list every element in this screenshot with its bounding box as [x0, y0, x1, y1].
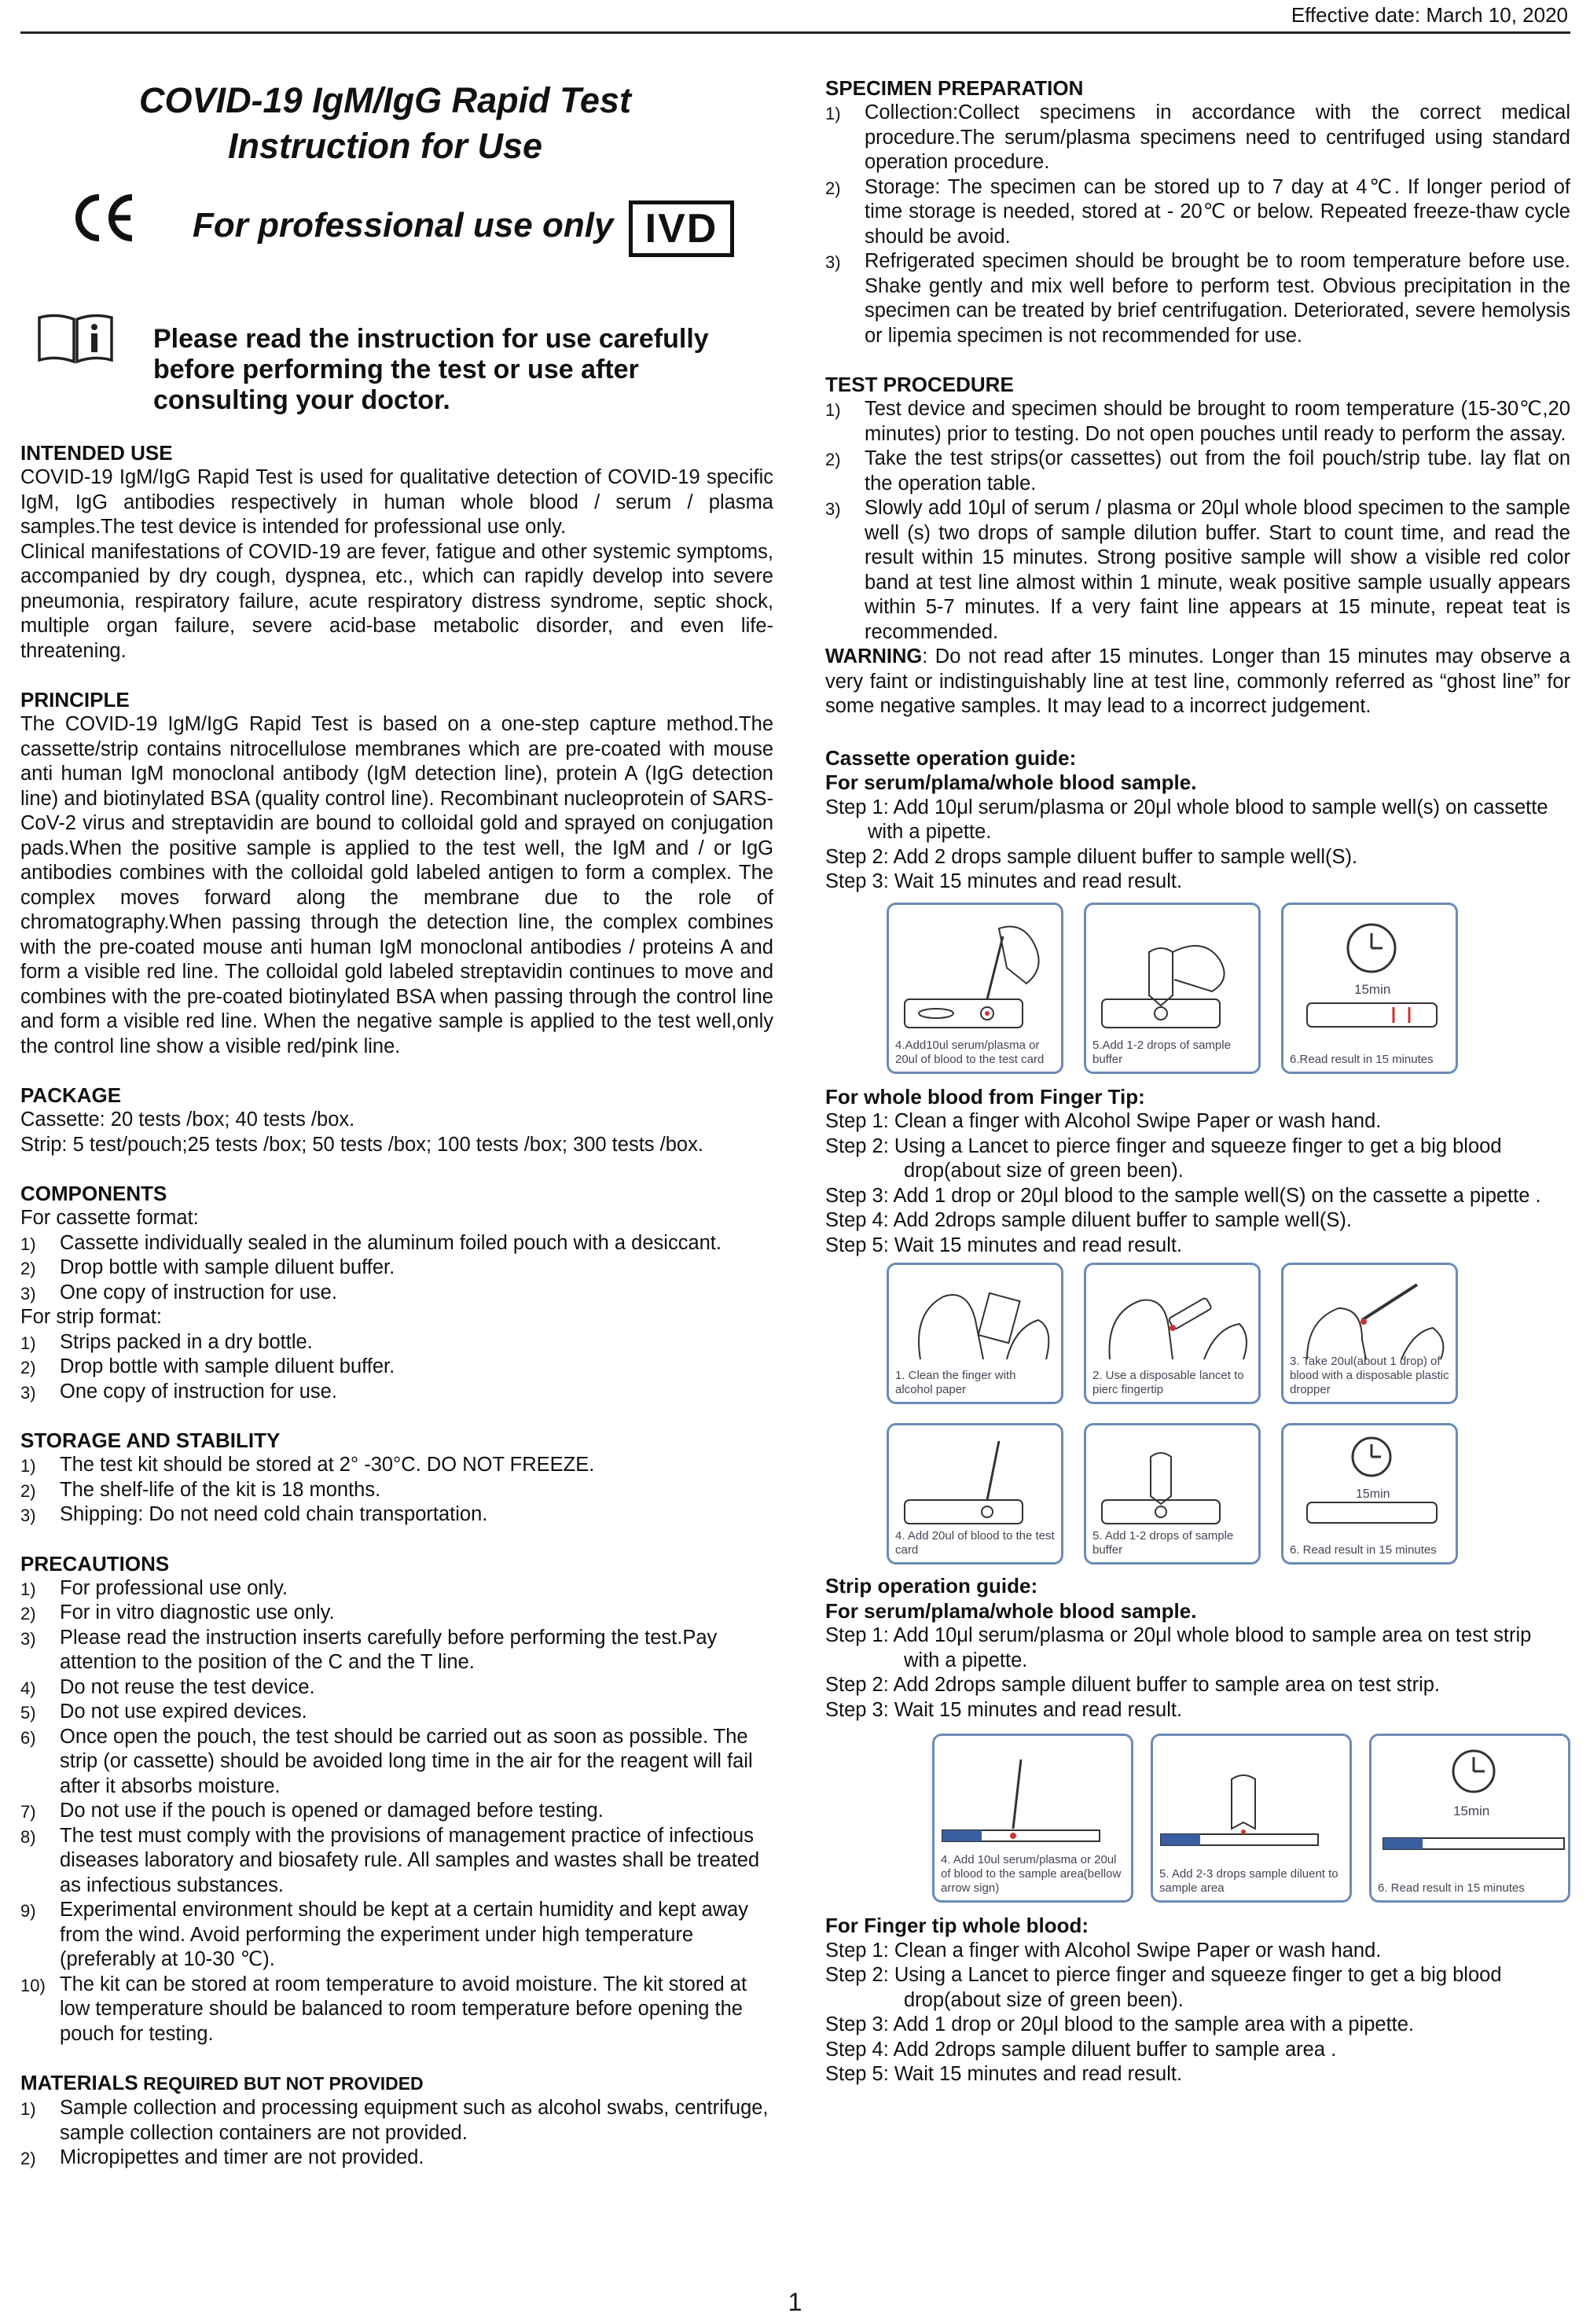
cassette-format-label: For cassette format: [20, 1207, 199, 1229]
cassette-guide-section [825, 746, 1570, 1074]
step-item: Step 5: Wait 15 minutes and read result. [825, 1234, 1183, 1256]
list-item: 2) Drop bottle with sample diluent buffer. [20, 1256, 395, 1278]
warning-text: WARNING: Do not read after 15 minutes. Longer than 15 minutes may observe a very faint or indistinguishably line at test line, commonly referred as “ghost line” for some negative samples. It may lead to a incorrect judgement. [825, 645, 1570, 717]
finger-strip-heading: For Finger tip whole blood: [825, 1914, 1089, 1937]
package-section [20, 1083, 773, 1157]
finger-cassette-heading: For whole blood from Finger Tip: [825, 1084, 1145, 1109]
strip-components-list [20, 1330, 773, 1405]
strip-format-label: For strip format: [20, 1306, 162, 1328]
principle-section [20, 687, 773, 1059]
list-item: 4) Do not reuse the test device. [20, 1675, 315, 1698]
step-item: Step 2: Using a Lancet to pierce finger and squeeze finger to get a big blood drop(about size of green been). [825, 1134, 1502, 1182]
cassette-guide-subheading: For serum/plama/whole blood sample. [825, 770, 1197, 794]
effective-date: Effective date: March 10, 2020 [1291, 3, 1568, 27]
timer-label: 15min [1453, 1804, 1490, 1818]
page-number: 1 [788, 2288, 802, 2316]
intended-use-section [20, 440, 773, 664]
finger-cassette-section [825, 1085, 1570, 1565]
list-item: 9) Experimental environment should be kept at a certain humidity and kept away from the wind. Avoid performing the experiment under high temperature (preferably at 10-30 ℃). [20, 1899, 748, 1970]
list-item: 10) The kit can be stored at room temperature to avoid moisture. The kit stored at low temperature should be balanced to room temperature before opening the pouch for testing. [20, 1973, 747, 2045]
ivd-symbol: IVD [629, 200, 734, 257]
step-item: Step 5: Wait 15 minutes and read result. [825, 2063, 1183, 2085]
list-item: 2) Micropipettes and timer are not provided. [20, 2146, 424, 2168]
strip-read-figure: 15min 6. Read result in 15 minutes [1369, 1734, 1570, 1903]
list-item: 1) Strips packed in a dry bottle. [20, 1330, 313, 1353]
components-heading: COMPONENTS [20, 1182, 167, 1205]
finger-strip-section [825, 1914, 1570, 2087]
list-item: 5) Do not use expired devices. [20, 1701, 307, 1723]
pipette-to-cassette-figure: 4.Add10ul serum/plasma or 20ul of blood to the test card [887, 903, 1063, 1074]
specimen-section [825, 75, 1570, 348]
strip-figures [932, 1734, 1570, 1903]
buffer-drop-figure: 5.Add 1-2 drops of sample buffer [1084, 903, 1261, 1074]
precautions-section [20, 1551, 773, 2047]
list-item: 2) Take the test strips(or cassettes) out from the foil pouch/strip tube. lay flat on the operation table. [825, 447, 1570, 495]
list-item: 1) Sample collection and processing equipment such as alcohol swabs, centrifuge, sample collection containers are not provided. [20, 2097, 769, 2144]
left-column [20, 440, 773, 2171]
step-item: Step 4: Add 2drops sample diluent buffer to sample well(S). [825, 1209, 1352, 1231]
list-item: 6) Once open the pouch, the test should be carried out as soon as possible. The strip (or cassette) should be avoided long time in the air for the reagent will fail after it absorbs moisture. [20, 1725, 753, 1797]
storage-section [20, 1428, 773, 1528]
materials-list [20, 2096, 773, 2171]
add-buffer-figure: 5. Add 1-2 drops of sample buffer [1084, 1423, 1261, 1565]
list-item: 2) Drop bottle with sample diluent buffer. [20, 1355, 395, 1377]
step-item: Step 1: Add 10μl serum/plasma or 20μl whole blood to sample well(s) on cassette with a pipette. [825, 796, 1548, 843]
list-item: 3) Shipping: Do not need cold chain transportation. [20, 1503, 488, 1525]
step-item: Step 1: Clean a finger with Alcohol Swipe Paper or wash hand. [825, 1939, 1382, 1962]
step-item: Step 4: Add 2drops sample diluent buffer to sample area . [825, 2038, 1337, 2061]
list-item: 3) One copy of instruction for use. [20, 1281, 337, 1304]
list-item: 1) The test kit should be stored at 2° -30°C. DO NOT FREEZE. [20, 1454, 595, 1476]
consult-instructions-icon [36, 313, 115, 369]
list-item: 7) Do not use if the pouch is opened or damaged before testing. [20, 1800, 604, 1822]
procedure-heading: TEST PROCEDURE [825, 373, 1014, 396]
precautions-heading: PRECAUTIONS [20, 1551, 170, 1576]
list-item: 3) Slowly add 10μl of serum / plasma or 20μl whole blood specimen to the sample well (s) two drops of sample dilution buffer. Start to count time, and read the result within 15 minutes. Strong positive sample will show a visible red color band at test line almost within 1 minute, weak positive sample usually appears within 5-7 minutes. If a very faint line appears at 15 minute, repeat teat is recommended. [825, 497, 1570, 643]
timer-label: 15min [1354, 981, 1391, 997]
clinical-manifestations-text: Clinical manifestations of COVID-19 are fever, fatigue and other systemic symptoms, accompanied by dry cough, dyspnea, etc., which can rapidly develop into severe pneumonia, respiratory failure, acute respiratory distress syndrome, septic shock, multiple organ failure, severe acid-base metabolic disorder, and even life-threatening. [20, 540, 773, 662]
dropper-figure: 3. Take 20ul(about 1 drop) of blood with a disposable plastic dropper [1281, 1263, 1458, 1404]
strip-guide-subheading: For serum/plama/whole blood sample. [825, 1598, 1197, 1623]
read-instructions-notice: Please read the instruction for use carefully before performing the test or use after consulting your doctor. [153, 324, 709, 415]
principle-heading: PRINCIPLE [20, 688, 130, 712]
right-column [825, 75, 1570, 2087]
list-item: 3) Please read the instruction inserts carefully before performing the test.Pay attention to the position of the C and the T line. [20, 1626, 718, 1673]
list-item: 2) For in vitro diagnostic use only. [20, 1601, 335, 1623]
intended-use-text: COVID-19 IgM/IgG Rapid Test is used for qualitative detection of COVID-19 specific IgM, IgG antibodies respectively in human whole blood / serum / plasma samples.The test device is intended for professional use only. [20, 466, 773, 538]
step-item: Step 1: Clean a finger with Alcohol Swipe Paper or wash hand. [825, 1110, 1382, 1132]
package-cassette: Cassette: 20 tests /box; 40 tests /box. [20, 1109, 355, 1131]
header-rule [20, 31, 1570, 34]
step-item: Step 3: Wait 15 minutes and read result. [825, 1698, 1183, 1721]
read-result-figure: 15min 6. Read result in 15 minutes [1281, 1423, 1458, 1565]
list-item: 3) One copy of instruction for use. [20, 1380, 337, 1403]
package-heading: PACKAGE [20, 1083, 122, 1107]
components-section [20, 1181, 773, 1404]
cassette-figures [887, 903, 1570, 1074]
intended-use-heading: INTENDED USE [20, 441, 173, 465]
package-strip: Strip: 5 test/pouch;25 tests /box; 50 tests /box; 100 tests /box; 300 tests /box. [20, 1133, 703, 1156]
list-item: 1) Cassette individually sealed in the aluminum foiled pouch with a desiccant. [20, 1231, 722, 1254]
timer-label: 15min [1356, 1487, 1390, 1501]
ce-mark-icon [72, 193, 137, 247]
cassette-guide-heading: Cassette operation guide: [825, 745, 1077, 770]
professional-use-label: For professional use only [193, 206, 614, 245]
strip-buffer-figure: 5. Add 2-3 drops sample diluent to sample area [1151, 1734, 1352, 1903]
step-item: Step 2: Using a Lancet to pierce finger and squeeze finger to get a big blood drop(about size of green been). [825, 1964, 1502, 2011]
step-item: Step 3: Wait 15 minutes and read result. [825, 870, 1183, 892]
strip-guide-section [825, 1574, 1570, 1903]
procedure-list [825, 397, 1570, 645]
list-item: 2) Storage: The specimen can be stored up to 7 day at 4℃. If longer period of time storage is needed, stored at - 20℃ or below. Repeated freeze-thaw cycle should be avoid. [825, 175, 1570, 248]
cassette-components-list [20, 1231, 773, 1306]
storage-heading: STORAGE AND STABILITY [20, 1429, 281, 1452]
precautions-list [20, 1576, 773, 2047]
clean-finger-figure: 1. Clean the finger with alcohol paper [887, 1263, 1063, 1404]
materials-section [20, 2070, 773, 2171]
document-title: COVID-19 IgM/IgG Rapid Test [139, 80, 631, 120]
list-item: 8) The test must comply with the provisions of management practice of infectious diseases laboratory and biosafety rule. All samples and wastes shall be treated as infectious substances. [20, 1824, 760, 1896]
list-item: 1) Collection:Collect specimens in accordance with the correct medical procedure.The serum/plasma specimens need to centrifuged using standard operation procedure. [825, 101, 1570, 173]
list-item: 1) Test device and specimen should be brought to room temperature (15-30℃,20 minutes) prior to testing. Do not open pouches until ready to perform the assay. [825, 398, 1570, 445]
step-item: Step 2: Add 2drops sample diluent buffer to sample area on test strip. [825, 1674, 1440, 1696]
step-item: Step 3: Add 1 drop or 20μl blood to the sample area with a pipette. [825, 2013, 1415, 2035]
finger-figures-row1 [887, 1263, 1570, 1404]
specimen-list [825, 101, 1570, 348]
add-blood-figure: 4. Add 20ul of blood to the test card [887, 1423, 1063, 1565]
step-item: Step 3: Add 1 drop or 20μl blood to the sample well(S) on the cassette a pipette . [825, 1184, 1541, 1207]
list-item: 2) The shelf-life of the kit is 18 months. [20, 1478, 381, 1501]
strip-guide-heading: Strip operation guide: [825, 1574, 1038, 1598]
list-item: 3) Refrigerated specimen should be brought be to room temperature before use. Shake gently and mix well before to perform test. Obvious precipitation in the specimen can be treated by brief centrifugation. Deteriorated, severe hemolysis or lipemia specimen is not recommended for use. [825, 250, 1570, 347]
list-item: 1) For professional use only. [20, 1576, 288, 1599]
procedure-section [825, 372, 1570, 719]
step-item: Step 2: Add 2 drops sample diluent buffer to sample well(S). [825, 845, 1358, 868]
lancet-figure: 2. Use a disposable lancet to pierc fingertip [1084, 1263, 1261, 1404]
finger-figures-row2 [887, 1423, 1570, 1565]
read-result-timer-figure: 15min 6.Read result in 15 minutes [1281, 903, 1458, 1074]
step-item: Step 1: Add 10μl serum/plasma or 20μl whole blood to sample area on test strip with a pipette. [825, 1624, 1532, 1671]
principle-text: The COVID-19 IgM/IgG Rapid Test is based on a one-step capture method.The cassette/strip contains nitrocellulose membranes which are pre-coated with mouse anti human IgM monoclonal antibody (IgM detection line), protein A (IgG detection line) and biotinylated BSA (quality control line). Recombinant nucleoprotein of SARS-CoV-2 virus and streptavidin are bound to colloidal gold and sprayed on conjugation pads.When the positive sample is applied to the test well, the IgM and / or IgG antibodies combines with the colloidal gold labeled antigen to form a complex. The complex moves forward along the membrane due to the role of chromatography.When passing through the detection line, the complex combines with the pre-coated mouse anti human IgM monoclonal antibodies / proteins A and form a visible red line. The colloidal gold labeled streptavidin continues to move and combines with the pre-coated biotinylated BSA when passing through the control line and form a visible red line. When the negative sample is applied to the test well,only the control line show a visible red/pink line. [20, 713, 773, 1057]
storage-list [20, 1453, 773, 1528]
document-subtitle: Instruction for Use [227, 126, 543, 166]
strip-pipette-figure: 4. Add 10ul serum/plasma or 20ul of blood to the sample area(bellow arrow sign) [932, 1734, 1133, 1903]
materials-heading: MATERIALS REQUIRED BUT NOT PROVIDED [20, 2071, 424, 2094]
specimen-heading: SPECIMEN PREPARATION [825, 76, 1084, 100]
